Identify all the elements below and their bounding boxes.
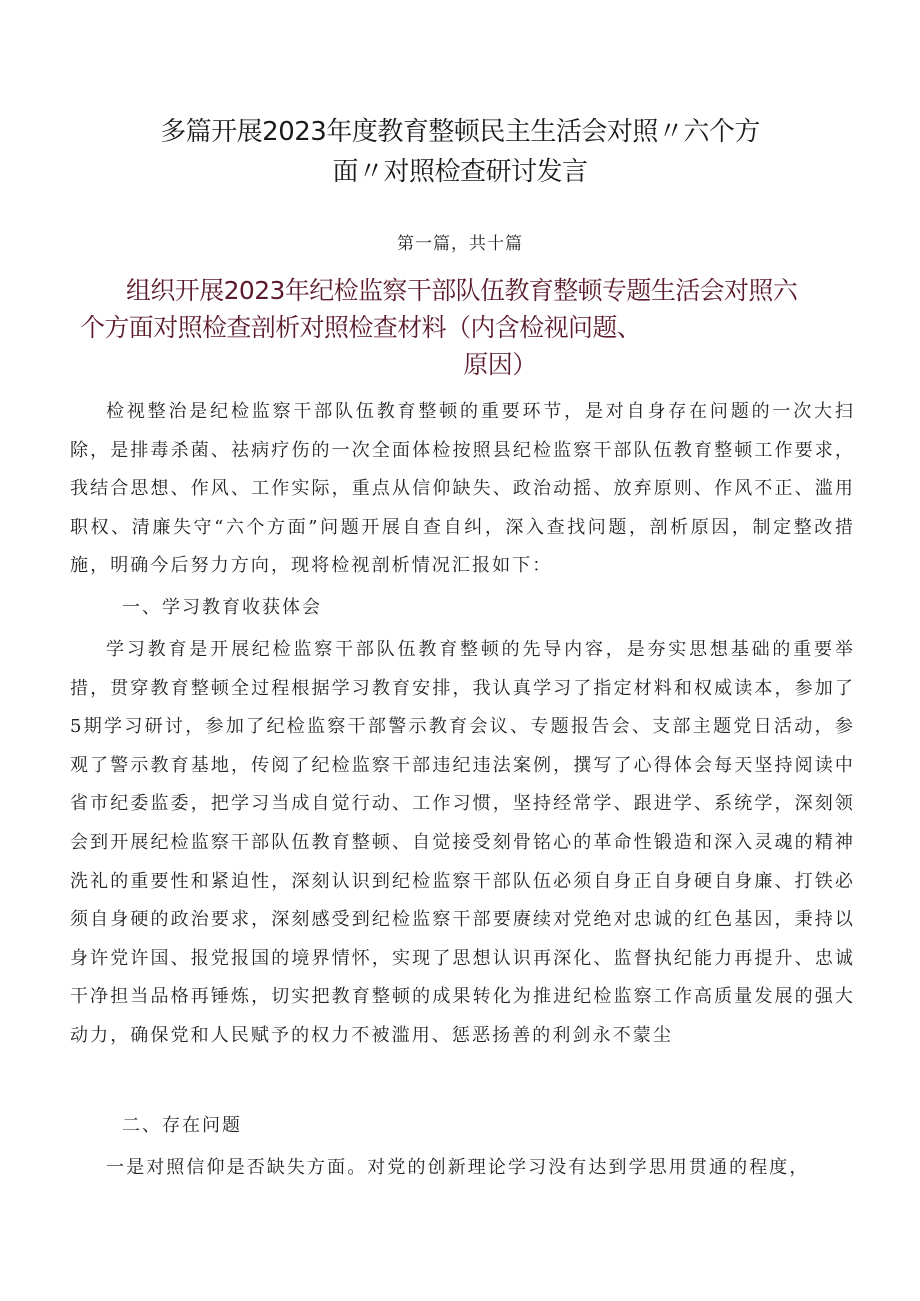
part-label: 第一篇，共十篇 [397, 234, 523, 254]
title-line-2: 面〃对照检查研讨发言 [332, 157, 588, 187]
intro-block [70, 393, 855, 586]
section-2-heading: 二、存在问题 [122, 1115, 242, 1136]
article-subtitle [80, 272, 850, 383]
document-title [100, 112, 820, 192]
title-line-1: 多篇开展2023年度教育整顿民主生活会对照〃六个方 [160, 117, 760, 147]
section-2-paragraph: 一是对照信仰是否缺失方面。对党的创新理论学习没有达到学思用贯通的程度， [106, 1157, 810, 1178]
section-1-paragraph: 学习教育是开展纪检监察干部队伍教育整顿的先导内容，是夯实思想基础的重要举措，贯穿教育整顿全过程根据学习教育安排，我认真学习了指定材料和权威读本，参加了5期学习研讨，参加了纪检监察干部警示教育会议、专题报告会、支部主题党日活动，参观了警示教育基地，传阅了纪检监察干部违纪违法案例，撰写了心得体会每天坚持阅读中省市纪委监委，把学习当成自觉行动、工作习惯，坚持经常学、跟进学、系统学，深刻领会到开展纪检监察干部队伍教育整顿、自觉接受刻骨铭心的革命性锻造和深入灵魂的精神洗礼的重要性和紧迫性，深刻认识到纪检监察干部队伍必须自身正自身硬自身廉、打铁必须自身硬的政治要求，深刻感受到纪检监察干部要赓续对党绝对忠诚的红色基因，秉持以身许党许国、报党报国的境界情怀，实现了思想认识再深化、监督执纪能力再提升、忠诚干净担当品格再锤炼，切实把教育整顿的成果转化为推进纪检监察工作高质量发展的强大动力，确保党和人民赋予的权力不被滥用、惩恶扬善的利剑永不蒙尘 [70, 639, 855, 1046]
subtitle-line-2: 个方面对照检查剖析对照检查材料（内含检视问题、 [80, 313, 642, 342]
section-1-block [70, 631, 855, 1056]
section-2-block [70, 1149, 855, 1188]
section-1-heading: 一、学习教育收获体会 [122, 597, 322, 618]
intro-paragraph: 检视整治是纪检监察干部队伍教育整顿的重要环节，是对自身存在问题的一次大扫除，是排毒杀菌、祛病疗伤的一次全面体检按照县纪检监察干部队伍教育整顿工作要求，我结合思想、作风、工作实际，重点从信仰缺失、政治动摇、放弃原则、作风不正、滥用职权、清廉失守“六个方面”问题开展自查自纠，深入查找问题，剖析原因，制定整改措施，明确今后努力方向，现将检视剖析情况汇报如下： [70, 401, 855, 577]
subtitle-line-1: 组织开展2023年纪检监察干部队伍教育整顿专题生活会对照六 [126, 276, 798, 305]
subtitle-line-3: 原因） [463, 350, 537, 379]
